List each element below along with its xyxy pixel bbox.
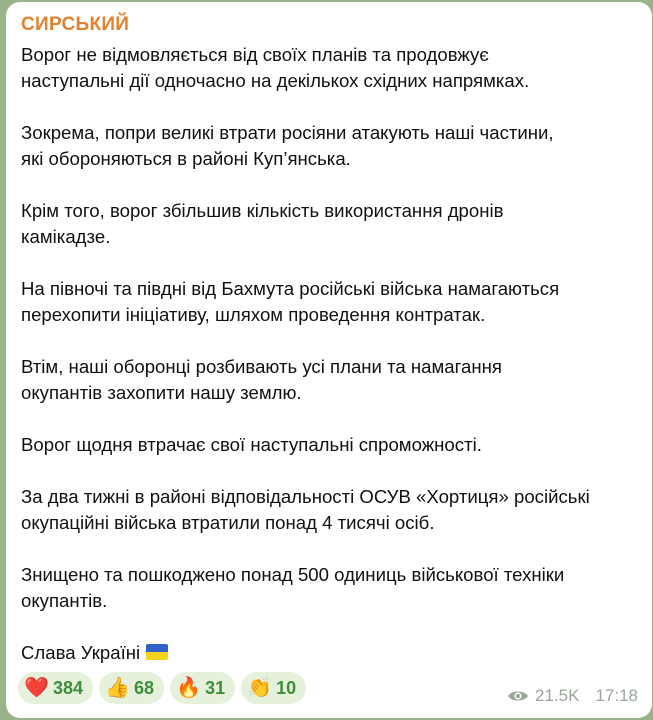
text-line: перехопити ініціативу, шляхом проведення контратак. <box>21 304 486 325</box>
eye-icon <box>507 689 529 703</box>
reaction-clap[interactable] <box>241 672 306 704</box>
text-line: Ворог не відмовляється від своїх планів та продовжує <box>21 44 489 65</box>
message-paragraph <box>21 198 504 250</box>
text-line: окупантів. <box>21 590 108 611</box>
message-paragraph <box>21 42 529 94</box>
reaction-thumbs-up[interactable] <box>99 672 164 704</box>
thumbs-up-icon: 👍 <box>105 677 130 699</box>
message-paragraph <box>21 432 482 458</box>
reaction-fire[interactable] <box>170 672 235 704</box>
message-paragraph <box>21 562 564 614</box>
text-line: Втім, наші оборонці розбивають усі плани та намагання <box>21 356 502 377</box>
text-line: окупаційні війська втратили понад 4 тисячі осіб. <box>21 512 435 533</box>
reaction-count: 384 <box>53 677 84 698</box>
message-paragraph <box>21 354 502 406</box>
text-line: Зокрема, попри великі втрати росіяни атакують наші частини, <box>21 122 554 143</box>
reaction-count: 31 <box>205 677 226 698</box>
text-line: За два тижні в районі відповідальності ОСУВ «Хортиця» російські <box>21 486 590 507</box>
clap-icon: 👏 <box>247 677 273 699</box>
message-paragraph <box>21 276 559 328</box>
text-line: наступальні дії одночасно на декількох східних напрямках. <box>21 70 530 91</box>
heart-icon: ❤️ <box>24 677 49 699</box>
reaction-count: 68 <box>134 677 155 698</box>
fire-icon: 🔥 <box>176 677 201 699</box>
text-line: окупантів захопити нашу землю. <box>21 382 302 403</box>
message-paragraph <box>21 640 168 666</box>
text-line: камікадзе. <box>21 226 111 247</box>
sender-name[interactable]: СИРСЬКИЙ <box>21 14 130 35</box>
reaction-heart[interactable] <box>18 672 93 704</box>
text-line: На півночі та півдні від Бахмута російські війська намагаються <box>21 278 560 299</box>
text-line: Слава Україні <box>21 642 141 663</box>
message-time: 17:18 <box>595 686 638 705</box>
message-paragraph <box>21 484 590 536</box>
text-line: Ворог щодня втрачає свої наступальні спроможності. <box>21 434 482 455</box>
ukraine-flag-icon <box>146 644 168 660</box>
message-meta <box>507 686 638 706</box>
text-line: які обороняються в районі Куп’янська. <box>21 148 351 169</box>
view-count: 21.5K <box>535 686 580 705</box>
reaction-count: 10 <box>276 677 297 698</box>
text-line: Знищено та пошкоджено понад 500 одиниць військової техніки <box>21 564 565 585</box>
reactions-bar <box>18 672 306 704</box>
message-bubble <box>6 2 652 718</box>
message-paragraph <box>21 120 554 172</box>
text-line: Крім того, ворог збільшив кількість використання дронів <box>21 200 504 221</box>
